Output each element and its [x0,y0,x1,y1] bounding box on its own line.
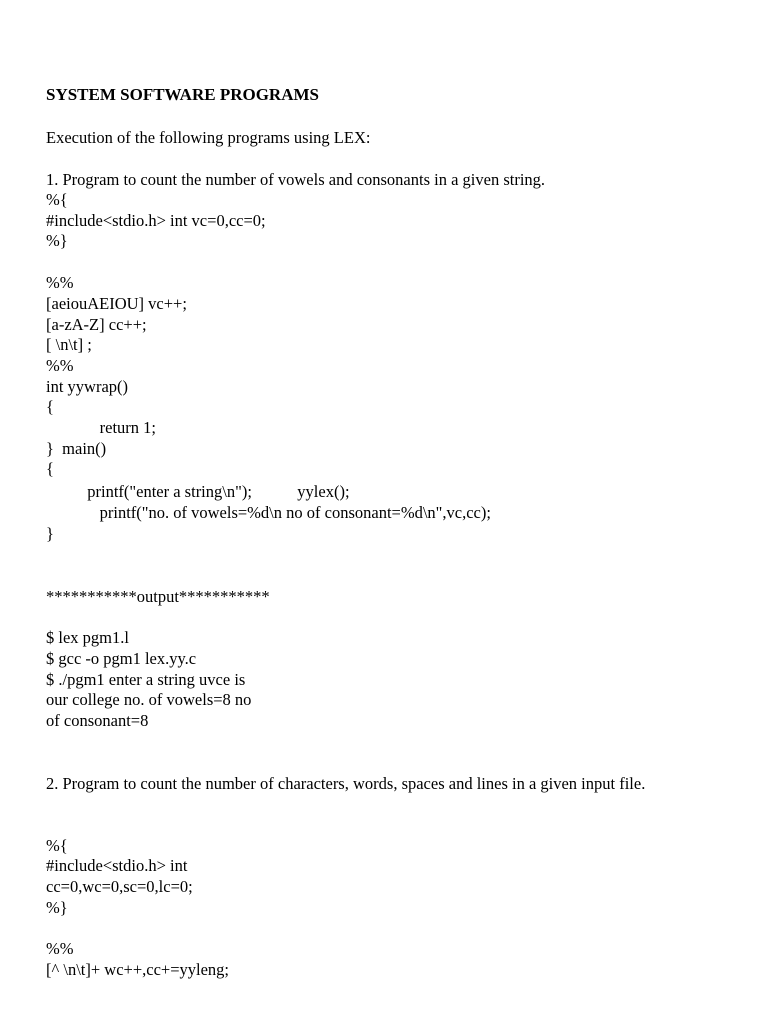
code-line: { [46,459,54,478]
output-line: our college no. of vowels=8 no [46,690,252,709]
output-line: $ lex pgm1.l [46,628,129,647]
code-line: } main() [46,439,107,458]
code-line: %} [46,231,68,250]
code-line: printf("enter a string\n"); yylex(); [46,482,350,501]
code-line: #include<stdio.h> int vc=0,cc=0; [46,211,266,230]
code-line: %{ [46,190,68,209]
code-line: %% [46,356,74,375]
code-line: %} [46,898,68,917]
code-line: [^ \n\t]+ wc++,cc+=yyleng; [46,960,230,979]
program1-heading: 1. Program to count the number of vowels and consonants in a given string. [46,170,546,189]
output-line: of consonant=8 [46,711,149,730]
code-line: %% [46,273,74,292]
program2-heading: 2. Program to count the number of characters, words, spaces and lines in a given input file. [46,774,646,793]
code-line: return 1; [46,418,156,437]
code-line: cc=0,wc=0,sc=0,lc=0; [46,877,193,896]
code-line: [a-zA-Z] cc++; [46,315,147,334]
code-line: } [46,524,54,543]
output-line: $ ./pgm1 enter a string uvce is [46,670,246,689]
code-line: [ \n\t] ; [46,335,92,354]
code-line: { [46,397,54,416]
code-line: #include<stdio.h> int [46,856,188,875]
output-label: ***********output*********** [46,587,270,606]
code-line: printf("no. of vowels=%d\n no of consonant=%d\n",vc,cc); [46,503,491,522]
document-title: SYSTEM SOFTWARE PROGRAMS [46,85,319,104]
code-line: int yywrap() [46,377,129,396]
intro-text: Execution of the following programs using LEX: [46,128,371,147]
output-line: $ gcc -o pgm1 lex.yy.c [46,649,197,668]
code-line: [aeiouAEIOU] vc++; [46,294,187,313]
code-line: %% [46,939,74,958]
code-line: %{ [46,836,68,855]
